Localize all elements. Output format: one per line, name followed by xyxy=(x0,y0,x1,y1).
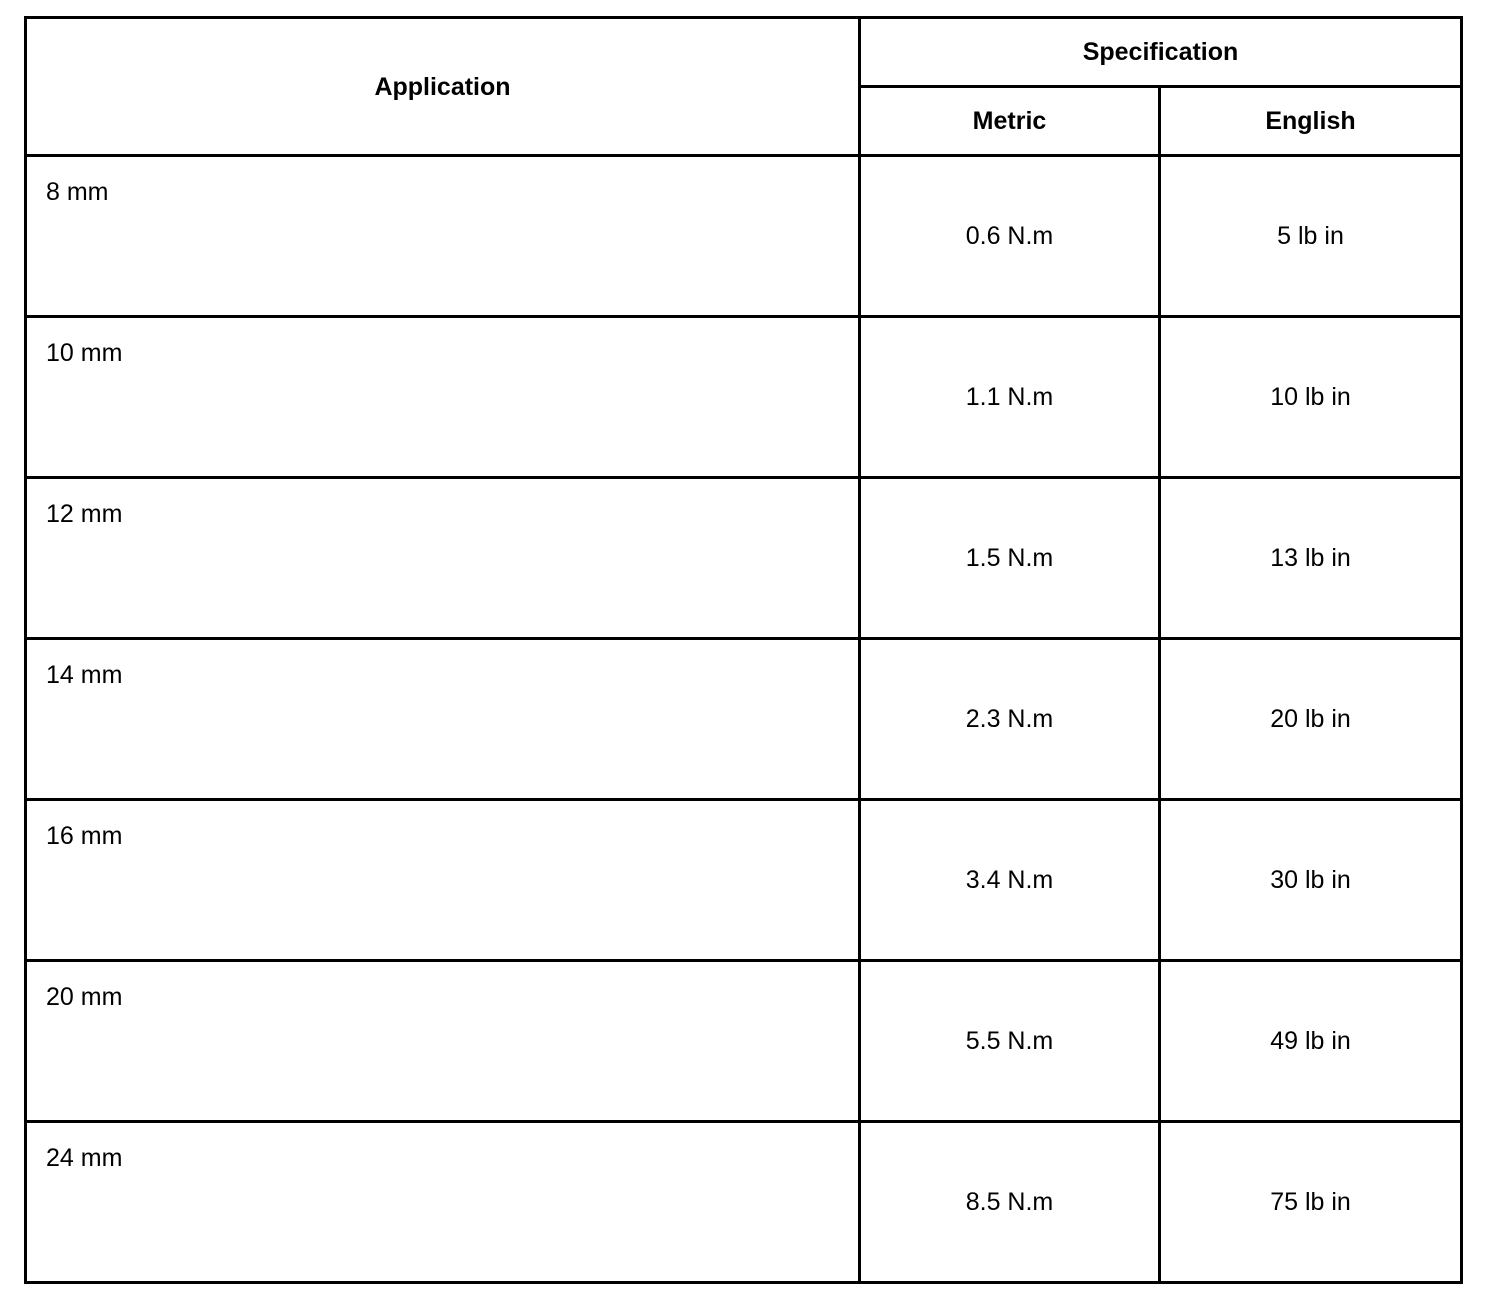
table-row xyxy=(26,317,1462,478)
english-cell: 30 lb in xyxy=(1160,800,1462,961)
metric-cell: 0.6 N.m xyxy=(860,156,1160,317)
metric-cell: 1.1 N.m xyxy=(860,317,1160,478)
table-row xyxy=(26,639,1462,800)
english-header: English xyxy=(1160,87,1462,156)
torque-spec-table xyxy=(24,16,1463,1284)
english-cell: 5 lb in xyxy=(1160,156,1462,317)
table-row xyxy=(26,1122,1462,1283)
application-cell: 14 mm xyxy=(26,639,860,800)
application-cell: 16 mm xyxy=(26,800,860,961)
header-row-top xyxy=(26,18,1462,87)
metric-cell: 5.5 N.m xyxy=(860,961,1160,1122)
application-cell: 24 mm xyxy=(26,1122,860,1283)
english-cell: 10 lb in xyxy=(1160,317,1462,478)
application-header: Application xyxy=(26,18,860,156)
table-row xyxy=(26,800,1462,961)
application-cell: 10 mm xyxy=(26,317,860,478)
english-cell: 75 lb in xyxy=(1160,1122,1462,1283)
metric-cell: 8.5 N.m xyxy=(860,1122,1160,1283)
table-row xyxy=(26,156,1462,317)
english-cell: 49 lb in xyxy=(1160,961,1462,1122)
english-cell: 20 lb in xyxy=(1160,639,1462,800)
english-cell: 13 lb in xyxy=(1160,478,1462,639)
specification-header: Specification xyxy=(860,18,1462,87)
application-cell: 8 mm xyxy=(26,156,860,317)
metric-header: Metric xyxy=(860,87,1160,156)
metric-cell: 2.3 N.m xyxy=(860,639,1160,800)
table-row xyxy=(26,961,1462,1122)
application-cell: 12 mm xyxy=(26,478,860,639)
metric-cell: 1.5 N.m xyxy=(860,478,1160,639)
application-cell: 20 mm xyxy=(26,961,860,1122)
table-row xyxy=(26,478,1462,639)
metric-cell: 3.4 N.m xyxy=(860,800,1160,961)
